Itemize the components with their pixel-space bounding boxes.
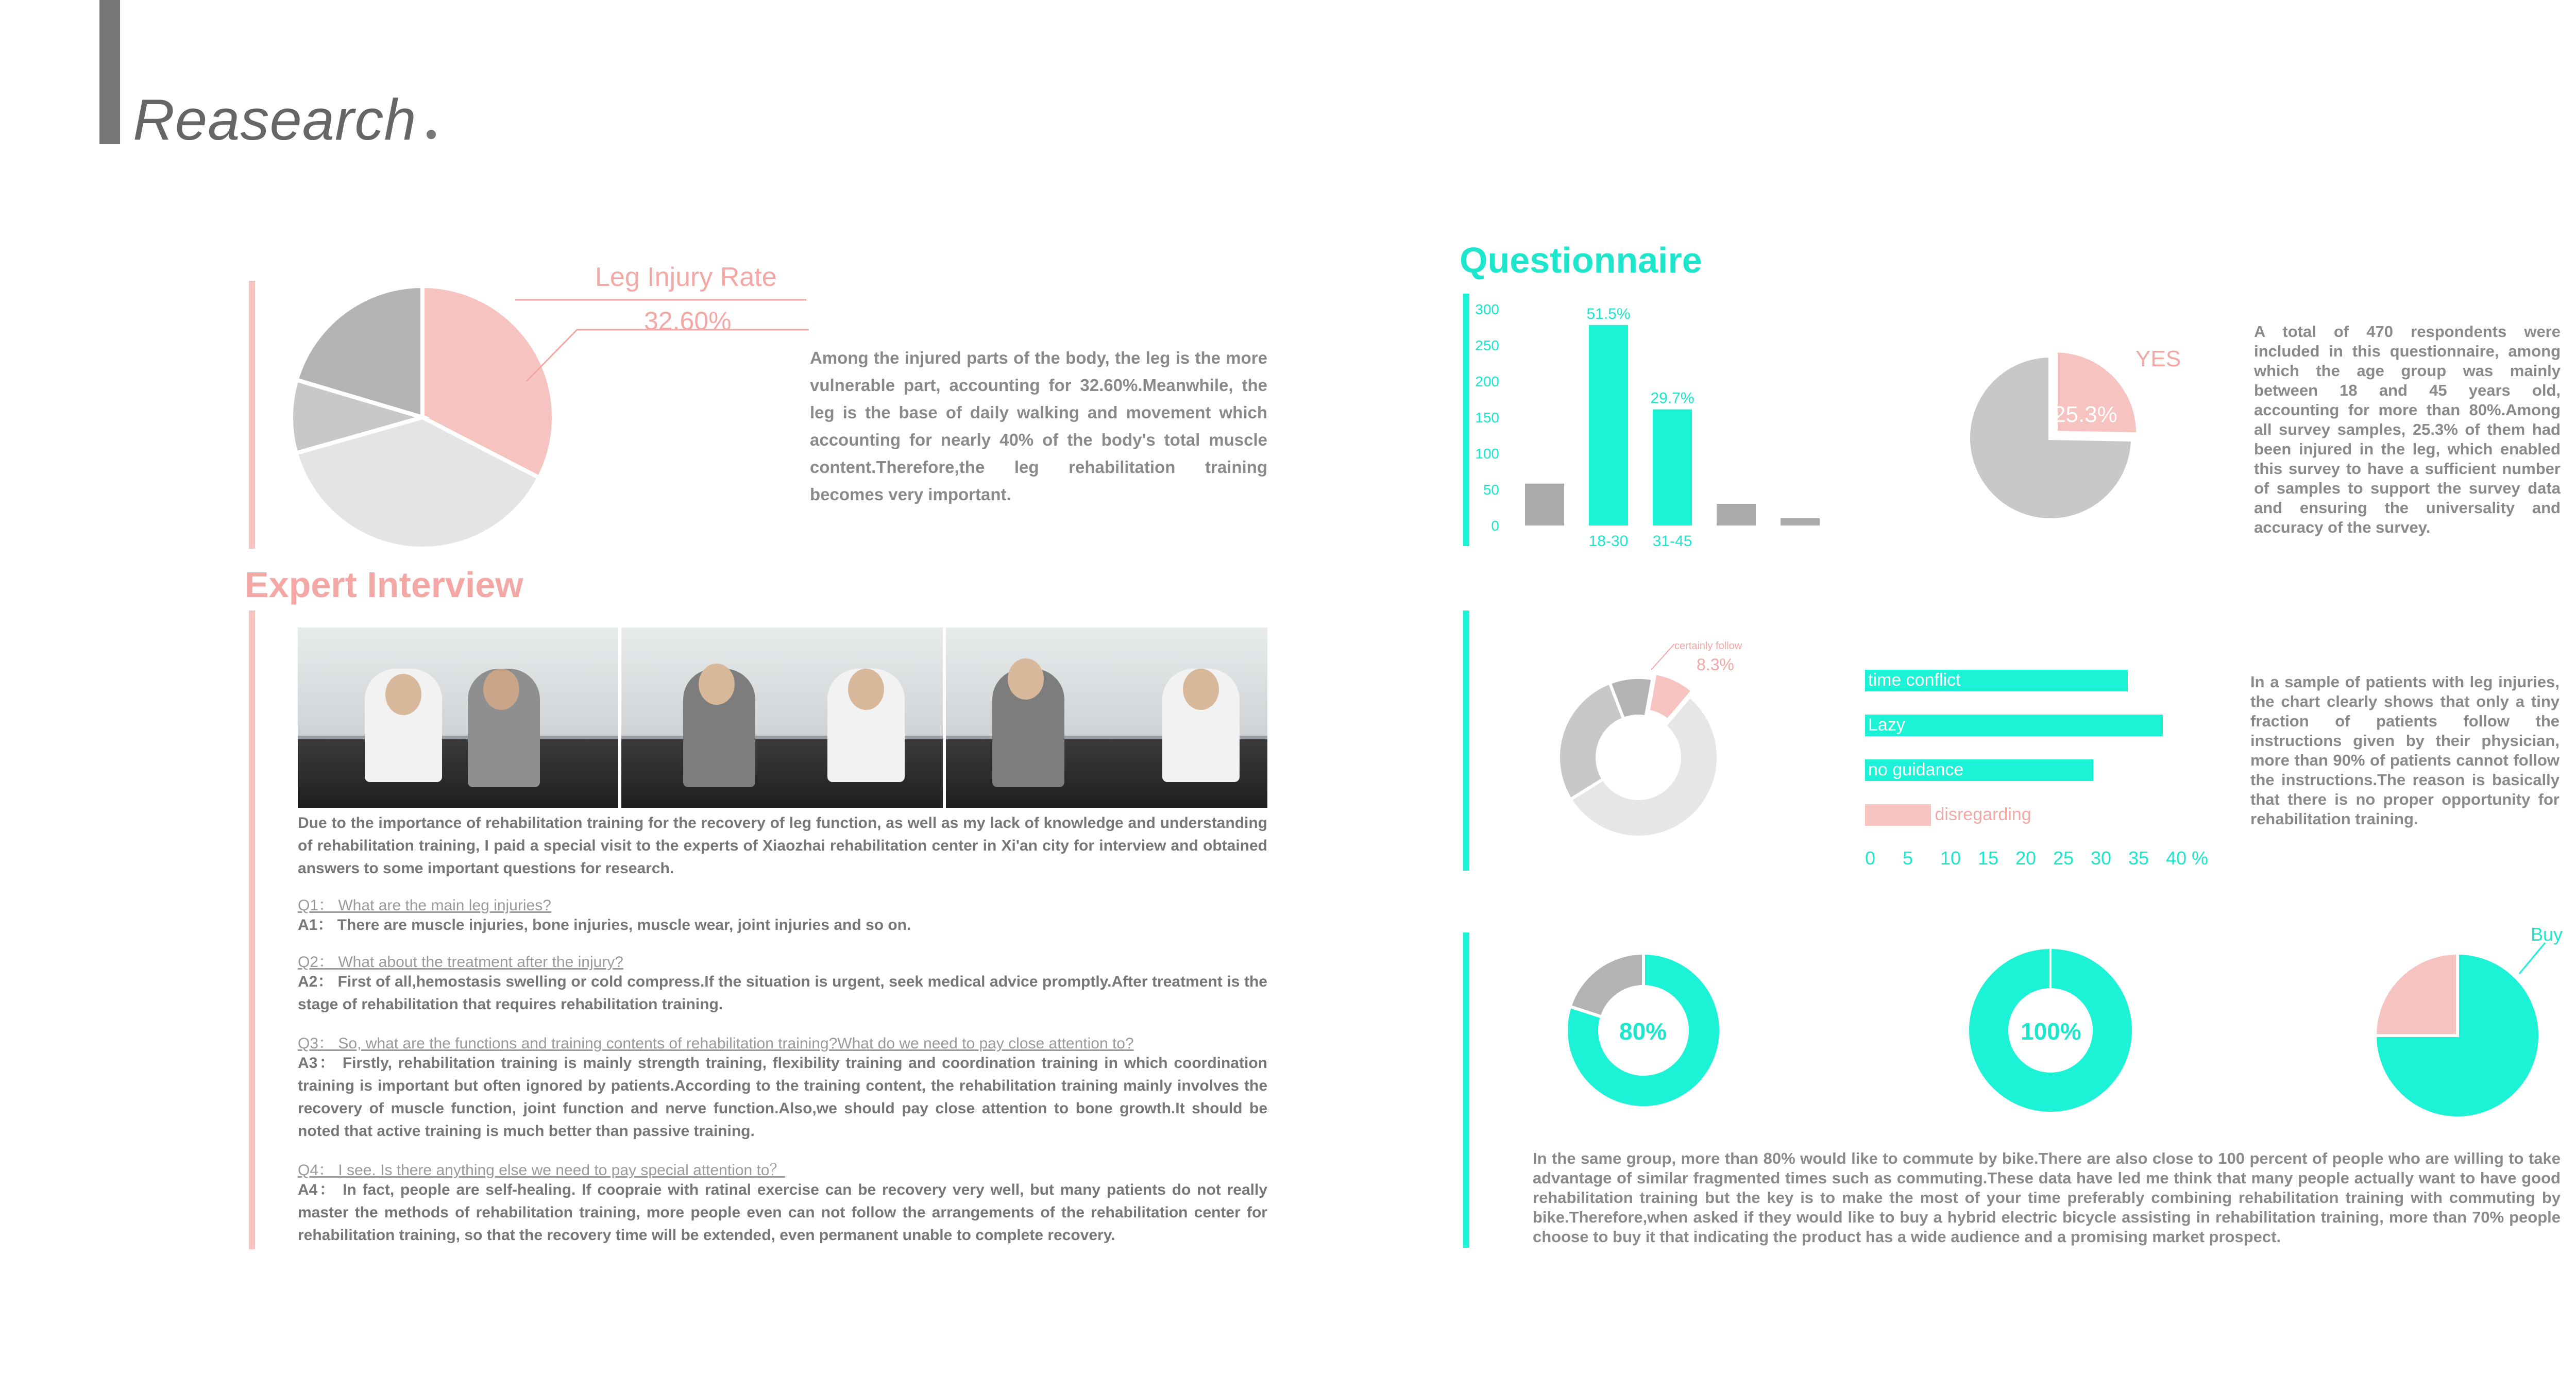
yes-slice-value: 25.3%	[2053, 402, 2117, 427]
y-tick-label: 100	[1475, 446, 1499, 462]
bar-1	[1589, 325, 1628, 525]
title-accent-bar	[99, 0, 120, 144]
y-tick-label: 200	[1475, 374, 1499, 389]
buy-label: Buy	[2531, 924, 2563, 945]
interview-photo-3	[946, 627, 1267, 808]
slice-1	[2375, 953, 2458, 1036]
leg-injury-label: Leg Injury Rate	[595, 262, 777, 292]
bike-text: In the same group, more than 80% would like to commute by bike.There are also close to 100 percent of people who are willing to take advantage of similar fragmented times such as commuting.These data have led me think that many people actually want to have good rehabilitation training but the key is to make the most of your time preferably combining rehabilitation training with commuting by bike.Therefore,when asked if they would like to buy a hybrid electric bicycle assisting in rehabilitation training, more than 70% people choose to buy it that indicating the product has a wide audience and a promising market prospect.	[1533, 1149, 2561, 1246]
questionnaire-accent-bar-2	[1463, 610, 1469, 871]
leg-injury-text: Among the injured parts of the body, the leg is the more vulnerable part, accounting for 32.60%.Meanwhile, the leg is the base of daily walking and movement which accounting for nearly 40% of the body's total muscle content.Therefore,the leg rehabilitation training becomes very important.	[810, 348, 1267, 504]
reason-bar-1	[1865, 715, 2163, 736]
bar-0	[1525, 484, 1564, 525]
interview-a3: A3： Firstly, rehabilitation training is mainly strength training, flexibility training and coordination training in which coordination training is important but often ignored by patients.According to the training content, the rehabilitation training mainly involves the recovery of muscle function, joint function and nerve function.Also,we should pay close attention to bone growth.It should be noted that active training is much better than passive training.	[298, 1055, 1267, 1140]
x-tick-label: 5	[1903, 847, 1913, 869]
follow-label: certainly follow	[1674, 640, 1742, 652]
reason-label-2: no guidance	[1868, 760, 1964, 779]
x-tick-label: 30	[2091, 847, 2112, 869]
questionnaire-accent-bar-1	[1463, 294, 1469, 546]
x-tick-label: 25	[2053, 847, 2074, 869]
interview-photo-1	[298, 627, 618, 808]
x-tick-label: 31-45	[1652, 533, 1692, 550]
injury-yes-pie-chart	[1947, 335, 2154, 541]
bar-data-label: 29.7%	[1650, 389, 1694, 407]
y-tick-label: 150	[1475, 410, 1499, 426]
y-tick-label: 50	[1483, 482, 1499, 498]
leg-injury-leader-line	[527, 330, 809, 381]
fragmented-time-value: 100%	[2021, 1018, 2081, 1045]
y-tick-label: 300	[1475, 301, 1499, 317]
bike-commute-value: 80%	[1619, 1018, 1667, 1045]
page-title: Reasearch	[133, 88, 417, 152]
reason-label-3: disregarding	[1935, 805, 2031, 824]
reasons-bar-chart	[1865, 670, 2226, 876]
x-tick-label: 35	[2128, 847, 2149, 869]
x-tick-label: 20	[2015, 847, 2037, 869]
questionnaire-heading: Questionnaire	[1460, 240, 1702, 280]
interview-a4: A4： In fact, people are self-healing. If coopraie with ratinal exercise can be recovery very well, but many patients do not really master the methods of rehabilitation training, more people even can not follow the arrangements of the rehabilitation center for rehabilitation training, so that the recovery time will be extended, even permanent unable to complete recovery.	[298, 1181, 1267, 1244]
yes-label: YES	[2136, 346, 2181, 371]
reason-label-1: Lazy	[1868, 715, 1905, 735]
y-tick-label: 250	[1475, 337, 1499, 353]
interview-q1: Q1： What are the main leg injuries?	[298, 897, 551, 914]
interview-q2: Q2： What about the treatment after the injury?	[298, 954, 623, 971]
x-tick-label: 18-30	[1588, 533, 1629, 550]
x-tick-label: 15	[1978, 847, 1999, 869]
expert-interview-heading: Expert Interview	[245, 565, 523, 605]
reason-bar-3	[1865, 804, 1931, 826]
y-tick-label: 0	[1491, 518, 1499, 534]
bar-2	[1653, 410, 1692, 525]
interview-a1: A1： There are muscle injuries, bone injuries, muscle wear, joint injuries and so on.	[298, 917, 911, 934]
age-bar-chart	[1475, 301, 1855, 562]
questionnaire-summary: A total of 470 respondents were included in this questionnaire, among which the age group was mainly between 18 and 45 years old, accounting for more than 80%.Among all survey samples, 25.3% of them had been injured in the leg, which enabled this survey to have a sufficient number of samples to support the survey data and ensuring the universality and accuracy of the survey.	[2254, 323, 2561, 536]
follow-donut-chart	[1546, 665, 1731, 850]
x-tick-label: 40 %	[2166, 847, 2209, 869]
section-accent-bar	[249, 281, 255, 549]
slice-1	[1570, 953, 1643, 1017]
interview-q3: Q3： So, what are the functions and training contents of rehabilitation training?What do we need to pay close attention to?	[298, 1035, 1134, 1052]
interview-accent-bar	[249, 610, 255, 1249]
bar-4	[1781, 518, 1820, 525]
slice-2	[1558, 683, 1623, 799]
bar-data-label: 51.5%	[1586, 305, 1631, 323]
x-tick-label: 0	[1865, 847, 1876, 869]
interview-q4: Q4： I see. Is there anything else we need to pay special attention to？	[298, 1162, 785, 1179]
interview-photo-2	[621, 627, 943, 808]
questionnaire-accent-bar-3	[1463, 932, 1469, 1248]
interview-intro: Due to the importance of rehabilitation training for the recovery of leg function, as well as my lack of knowledge and understanding of rehabilitation training, I paid a special visit to the experts of Xiaozhai rehabilitation center in Xi'an city for interview and obtained answers to some important questions for research.	[298, 815, 1267, 877]
follow-text: In a sample of patients with leg injuries, the chart clearly shows that only a tiny fraction of patients follow the instructions given by their physician, more than 90% of patients cannot follow the instructions.The reason is basically that there is no proper opportunity for rehabilitation training.	[2250, 673, 2560, 828]
title-dot	[427, 130, 436, 139]
x-tick-label: 10	[1940, 847, 1961, 869]
reason-label-0: time conflict	[1868, 670, 1961, 690]
interview-a2: A2： First of all,hemostasis swelling or cold compress.If the situation is urgent, seek medical advice promptly.After treatment is the stage of rehabilitation that requires rehabilitation training.	[298, 973, 1267, 1013]
leg-injury-value: 32.60%	[644, 307, 732, 335]
bar-3	[1717, 504, 1756, 525]
follow-value: 8.3%	[1697, 655, 1734, 674]
